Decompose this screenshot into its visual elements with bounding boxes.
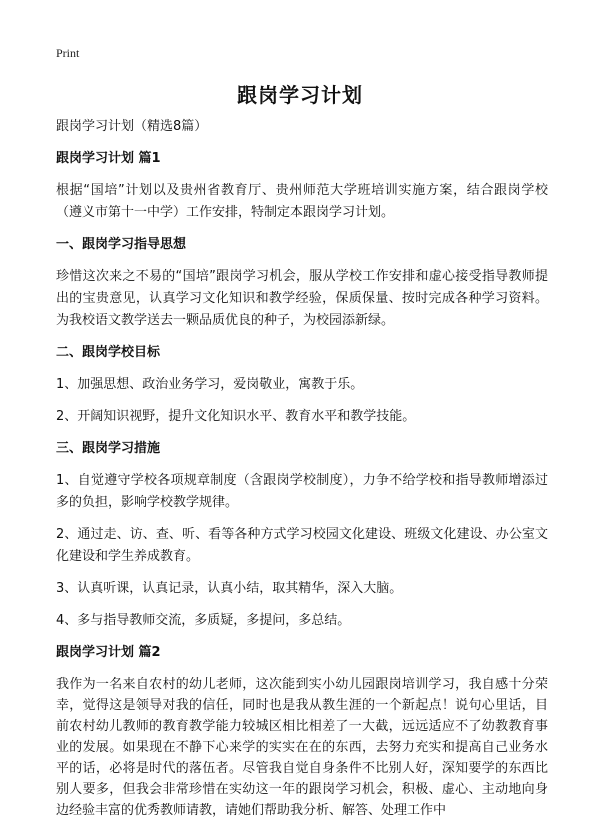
measure-item: 3、认真听课，认真记录，认真小结，取其精华，深入大脑。 — [56, 581, 403, 596]
article-content — [56, 116, 548, 828]
article-1-intro: 根据“国培”计划以及贵州省教育厅、贵州师范大学班培训实施方案，结合跟岗学校（遵义市第十一中学）工作安排，特制定本跟岗学习计划。 — [56, 183, 548, 220]
measure-item: 1、自觉遵守学校各项规章制度（含跟岗学校制度），力争不给学校和指导教师增添过多的负担，影响学校教学规律。 — [56, 473, 548, 510]
measure-item: 4、多与指导教师交流，多质疑，多提问，多总结。 — [56, 613, 351, 628]
article-heading-1: 跟岗学习计划 篇1 — [56, 151, 161, 166]
section-guiding-ideology-text: 珍惜这次来之不易的“国培”跟岗学习机会，服从学校工作安排和虚心接受指导教师提出的宝贵意见，认真学习文化知识和教学经验，保质保量、按时完成各种学习资料。为我校语文教学送去一颗品质优良的种子，为校园添新绿。 — [56, 269, 548, 328]
article-heading-2: 跟岗学习计划 篇2 — [56, 645, 161, 660]
article-2-text: 我作为一名来自农村的幼儿老师，这次能到实小幼儿园跟岗培训学习，我自感十分荣幸，觉得这是领导对我的信任，同时也是我从教生涯的一个新起点！说句心里话，目前农村幼儿教师的教育教学能力较城区相比相差了一大截，远远适应不了幼教教育事业的发展。如果现在不静下心来学的实实在在的东西，去努力充实和提高自己业务水平的话，必将是时代的落伍者。尽管我自觉自身条件不比别人好，深知要学的东西比别人要多，但我会非常珍惜在实幼这一年的跟岗学习机会，积极、虚心、主动地向身边经验丰富的优秀教师请教，请她们帮助我分析、解答、处理工作中 — [56, 677, 548, 818]
page-title: 跟岗学习计划 — [237, 83, 363, 107]
goal-item: 2、开阔知识视野，提升文化知识水平、教育水平和教学技能。 — [56, 409, 416, 424]
print-link[interactable]: Print — [56, 46, 80, 60]
section-heading-measures: 三、跟岗学习措施 — [56, 441, 161, 456]
section-heading-guiding-ideology: 一、跟岗学习指导思想 — [56, 237, 187, 252]
goal-item: 1、加强思想、政治业务学习，爱岗敬业，寓教于乐。 — [56, 377, 364, 392]
measure-item: 2、通过走、访、查、听、看等各种方式学习校园文化建设、班级文化建设、办公室文化建设和学生养成教育。 — [56, 527, 548, 564]
section-heading-goals: 二、跟岗学校目标 — [56, 345, 161, 360]
document-subtitle: 跟岗学习计划（精选8篇） — [56, 119, 208, 134]
